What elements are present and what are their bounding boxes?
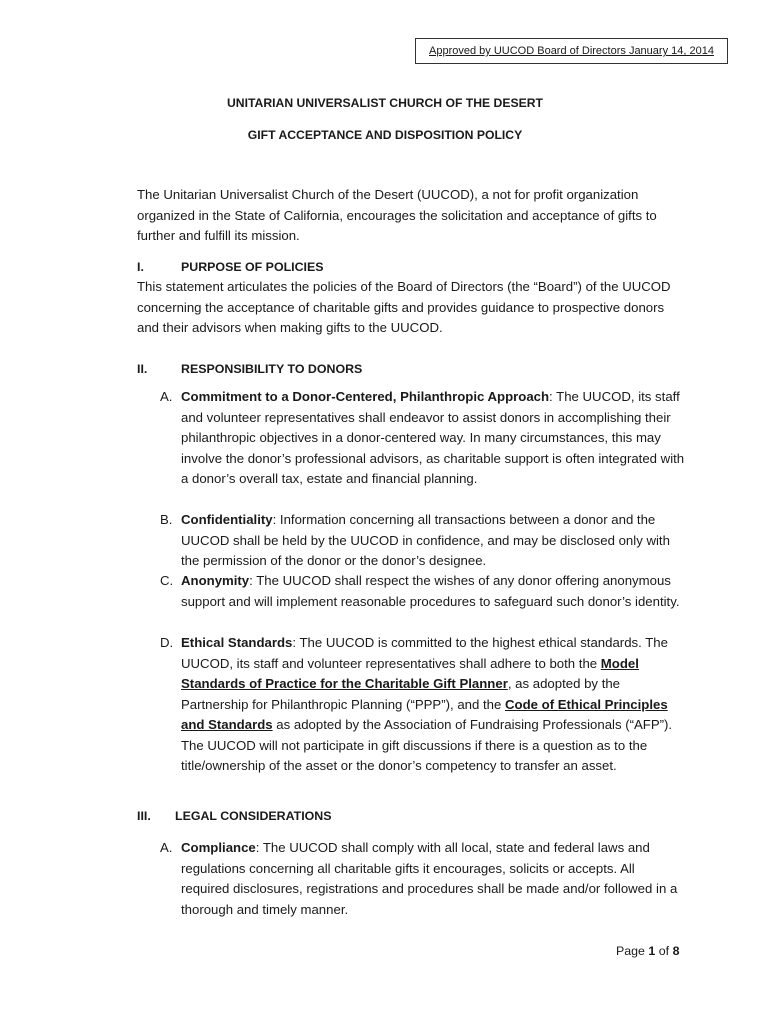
section-3-number: III. xyxy=(137,809,151,823)
item-label: B. xyxy=(160,512,173,527)
document-title-policy: GIFT ACCEPTANCE AND DISPOSITION POLICY xyxy=(247,128,523,142)
section-1-title: PURPOSE OF POLICIES xyxy=(181,260,324,274)
item-term: Commitment to a Donor-Centered, Philanthropic Approach xyxy=(181,389,550,404)
section-1-number: I. xyxy=(137,260,144,274)
item-text: : Information concerning all transactions between a donor and the UUCOD shall be held by the UUCOD in confidence, and may be disclosed only with the permission of the donor or the donor’s designee. xyxy=(181,512,670,568)
item-text-c: as adopted by the Association of Fundraising Professionals (“AFP”). The UUCOD will not participate in gift discussions if there is a question as to the title/ownership of the asset or the donor’s competency to transfer an asset. xyxy=(181,717,673,773)
item-label: C. xyxy=(160,573,174,588)
page-word: Page xyxy=(616,944,645,958)
item-label: D. xyxy=(160,635,174,650)
item-term: Anonymity xyxy=(181,573,250,588)
current-page: 1 xyxy=(648,944,656,958)
item-label: A. xyxy=(160,389,173,404)
section-2-item-b xyxy=(160,510,685,572)
document-title-organization: UNITARIAN UNIVERSALIST CHURCH OF THE DESERT xyxy=(227,96,543,110)
code-of-ethics-link[interactable]: Code of Ethical Principles and Standards xyxy=(181,696,668,732)
page-number xyxy=(616,941,679,962)
section-2-title: RESPONSIBILITY TO DONORS xyxy=(181,362,363,376)
item-term: Confidentiality xyxy=(181,512,273,527)
item-text-a: : The UUCOD is committed to the highest ethical standards. The UUCOD, its staff and volunteer representatives shall adhere to both the xyxy=(181,635,668,671)
total-pages: 8 xyxy=(672,944,680,958)
section-3-heading xyxy=(137,806,332,827)
section-2-number: II. xyxy=(137,362,148,376)
section-3-title: LEGAL CONSIDERATIONS xyxy=(175,809,332,823)
item-label: A. xyxy=(160,840,173,855)
of-word: of xyxy=(658,944,670,958)
section-2-heading xyxy=(137,359,362,380)
section-3-item-a xyxy=(160,838,685,920)
item-text-b: , as adopted by the Partnership for Philanthropic Planning (“PPP”), and the xyxy=(181,676,621,712)
section-1-heading xyxy=(137,257,324,278)
model-standards-link[interactable]: Model Standards of Practice for the Charitable Gift Planner xyxy=(181,655,639,691)
approval-note: Approved by UUCOD Board of Directors January 14, 2014 xyxy=(429,45,714,57)
section-2-item-d xyxy=(160,633,685,777)
item-term: Ethical Standards xyxy=(181,635,293,650)
section-2-item-a xyxy=(160,387,685,490)
approval-stamp xyxy=(415,38,728,64)
item-term: Compliance xyxy=(181,840,256,855)
intro-paragraph: The Unitarian Universalist Church of the Desert (UUCOD), a not for profit organization organized in the State of California, encourages the solicitation and acceptance of gifts to further and fulfill its mission. xyxy=(137,187,657,243)
item-text: : The UUCOD shall comply with all local, state and federal laws and regulations concerning all charitable gifts it encourages, solicits or accepts. All required disclosures, registrations and procedures shall be made and/or followed in a thorough and timely manner. xyxy=(181,840,678,917)
item-text: : The UUCOD, its staff and volunteer representatives shall endeavor to assist donors in accomplishing their philanthropic objectives in a donor-centered way. In many circumstances, this may involve the donor’s professional advisors, as charitable support is often integrated with a donor’s overall tax, estate and financial planning. xyxy=(181,389,685,486)
section-2-item-c xyxy=(160,571,685,612)
item-text: : The UUCOD shall respect the wishes of any donor offering anonymous support and will implement reasonable procedures to safeguard such donor’s identity. xyxy=(181,573,680,609)
section-1-body: This statement articulates the policies of the Board of Directors (the “Board”) of the UUCOD concerning the acceptance of charitable gifts and provides guidance to prospective donors and their advisors when making gifts to the UUCOD. xyxy=(137,279,671,335)
